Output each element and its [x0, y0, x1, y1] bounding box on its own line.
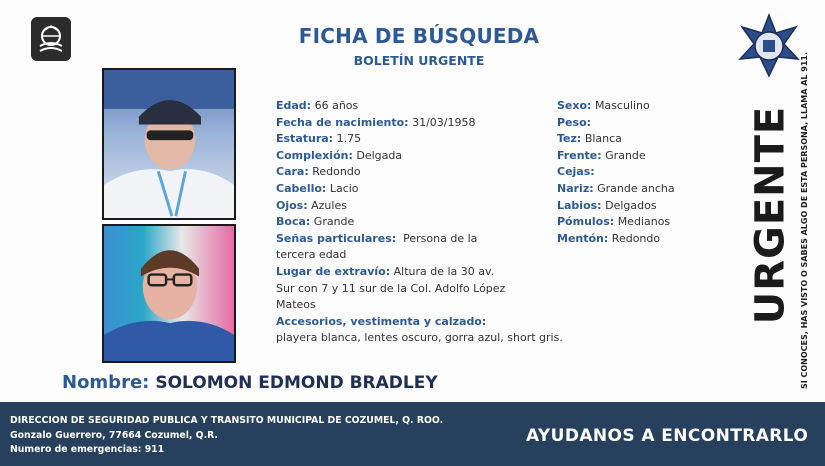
detail-cabello: Cabello: Lacio: [276, 181, 359, 195]
detail-menton: Mentón: Redondo: [557, 231, 661, 245]
detail-complexion: Complexión: Delgada: [276, 148, 403, 162]
poster-title: FICHA DE BÚSQUEDA: [298, 24, 540, 48]
detail-peso: Peso:: [557, 115, 592, 129]
detail-frente: Frente: Grande: [557, 148, 646, 162]
person-name: Nombre: SOLOMON EDMOND BRADLEY: [62, 372, 438, 393]
urgente-vertical-text: URGENTE: [747, 105, 793, 325]
detail-labios: Labios: Delgados: [557, 198, 657, 212]
detail-accesorios-label: Accesorios, vestimenta y calzado:: [276, 314, 487, 328]
municipal-logo-icon: [31, 17, 71, 61]
side-call-note: SI CONOCES, HAS VISTO O SABES ALGO DE ESTA PERSONA, LLAMA AL 911.: [800, 51, 810, 389]
details-right-column: [557, 98, 737, 247]
detail-pomulos: Pómulos: Medianos: [557, 215, 671, 229]
detail-sexo: Sexo: Masculino: [557, 99, 650, 112]
detail-accesorios-value: playera blanca, lentes oscuro, gorra azul, short gris.: [276, 331, 563, 345]
detail-tez: Tez: Blanca: [557, 132, 622, 146]
detail-lugar-extravio: Lugar de extravío: Altura de la 30 av. Sur con 7 y 11 sur de la Col. Adolfo López Mateos: [276, 264, 506, 312]
footer-bar: [0, 402, 825, 466]
detail-nariz: Nariz: Grande ancha: [557, 181, 675, 195]
detail-cejas: Cejas:: [557, 165, 595, 179]
detail-estatura: Estatura: 1.75: [276, 132, 362, 146]
detail-ojos: Ojos: Azules: [276, 198, 347, 212]
missing-person-photo-2: [102, 224, 236, 363]
detail-edad: Edad: 66 años: [276, 99, 359, 112]
missing-person-photo-1: [102, 68, 236, 220]
detail-senas-particulares: Señas particulares: Persona de la tercera edad: [276, 231, 478, 262]
detail-fecha-nacimiento: Fecha de nacimiento: 31/03/1958: [276, 115, 476, 129]
footer-address: DIRECCION DE SEGURIDAD PUBLICA Y TRANSITO MUNICIPAL DE COZUMEL, Q. ROO. Gonzalo Guerrero, 77664 Cozumel, Q.R. Numero de emergencias: 911: [10, 415, 444, 455]
poster-subtitle: BOLETÍN URGENTE: [353, 53, 485, 68]
details-left-column: [276, 98, 563, 347]
footer-call-to-action: AYUDANOS A ENCONTRARLO: [526, 426, 809, 446]
detail-cara: Cara: Redondo: [276, 165, 361, 179]
detail-boca: Boca: Grande: [276, 215, 355, 229]
police-star-badge-icon: [736, 13, 802, 79]
